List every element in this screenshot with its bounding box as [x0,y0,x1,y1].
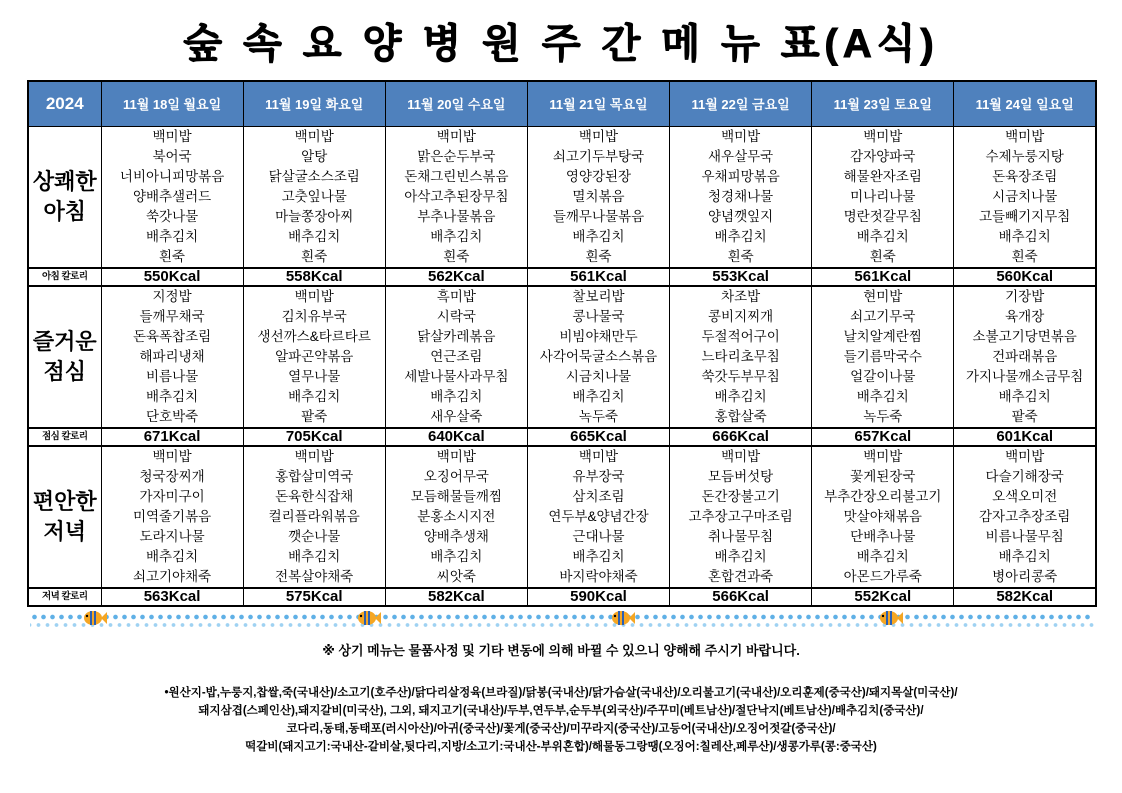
menu-item: 생선까스&타르타르 [257,328,371,344]
menu-item: 단배추나물 [850,528,916,544]
menu-item: 흰죽 [585,248,612,264]
menu-item: 찰보리밥 [572,288,625,304]
menu-item: 돈간장불고기 [701,488,780,504]
breakfast-cell-sun [954,126,1096,268]
calorie-value: 582Kcal [954,588,1096,606]
menu-item: 얼갈이나물 [850,368,916,384]
calorie-value: 665Kcal [527,428,669,446]
calorie-value: 671Kcal [101,428,243,446]
menu-item: 배추김치 [145,228,199,244]
day-header-sun: 11월 24일 일요일 [954,81,1096,126]
calorie-value: 640Kcal [385,428,527,446]
menu-item: 돈육폭찹조림 [132,328,212,344]
breakfast-label [28,126,101,268]
menu-item: 도라지나물 [139,528,205,544]
menu-item: 바지락야채죽 [559,568,638,584]
menu-item: 배추김치 [430,548,483,564]
menu-item: 백미밥 [436,448,476,464]
calorie-value: 552Kcal [812,588,954,606]
menu-item: 컬리플라워볶음 [268,508,360,524]
menu-item: 백미밥 [1005,128,1045,144]
menu-item: 수제누룽지탕 [985,148,1064,164]
menu-item: 깻순나물 [288,528,341,544]
menu-item: 홍합살미역국 [275,468,354,484]
calorie-value: 560Kcal [954,268,1096,286]
menu-item: 배추김치 [572,388,625,404]
menu-item: 느타리초무침 [701,348,780,364]
menu-item: 배추김치 [288,228,341,244]
menu-item: 흰죽 [301,248,328,264]
calorie-value: 575Kcal [243,588,385,606]
menu-item: 씨앗죽 [436,568,476,584]
menu-item: 들깨무나물볶음 [552,208,645,224]
menu-item: 모듬버섯탕 [708,468,774,484]
menu-item: 아몬드가루죽 [843,568,922,584]
dinner-cell-fri [670,446,812,588]
calorie-value: 553Kcal [670,268,812,286]
menu-item: 녹두죽 [863,408,903,424]
lunch-cell-fri [670,286,812,428]
menu-item: 백미밥 [152,448,192,464]
menu-item: 돈육한식잡채 [275,488,354,504]
menu-item: 감자양파국 [850,148,916,164]
menu-item: 들기름막국수 [843,348,922,364]
breakfast-cell-mon [101,126,243,268]
menu-item: 백미밥 [721,128,761,144]
year-cell: 2024 [28,81,101,126]
calorie-label: 점심 칼로리 [28,428,101,446]
menu-item: 고들빼기지무침 [979,208,1071,224]
menu-item: 비름나물무침 [985,528,1064,544]
fish-icon [82,608,108,628]
menu-item: 삼치조림 [572,488,625,504]
menu-item: 흰죽 [159,248,186,264]
menu-item: 배추김치 [288,548,341,564]
day-header-wed: 11월 20일 수요일 [385,81,527,126]
menu-item: 백미밥 [863,448,903,464]
menu-item: 배추김치 [998,548,1051,564]
breakfast-cell-wed [385,126,527,268]
menu-item: 콩나물국 [572,308,625,324]
menu-item: 배추김치 [998,228,1051,244]
lunch-cell-sun [954,286,1096,428]
origin-line: 코다리,동태,동태포(러시아산)/아귀(중국산)/꽃게(중국산)/미꾸라지(중국산)/고등어(국내산)/오징어젓갈(중국산)/ [286,723,836,735]
menu-item: 영양강된장 [565,168,632,184]
calorie-value: 562Kcal [385,268,527,286]
menu-item: 백미밥 [578,128,619,144]
menu-item: 쑥갓나물 [145,208,199,224]
menu-item: 들깨무채국 [139,308,205,324]
menu-item: 미역줄기볶음 [132,508,212,524]
menu-item: 배추김치 [856,388,909,404]
calorie-value: 566Kcal [670,588,812,606]
menu-item: 돈육장조림 [992,168,1058,184]
menu-item: 흰죽 [727,248,754,264]
lunch-label [28,286,101,428]
menu-item: 육개장 [1005,308,1045,324]
menu-item: 시락국 [436,308,476,324]
menu-item: 가지나물깨소금무침 [965,368,1084,384]
menu-item: 알파곤약볶음 [275,348,354,364]
calorie-label: 저녁 칼로리 [28,588,101,606]
menu-item: 백미밥 [294,448,334,464]
menu-item: 비름나물 [145,368,199,384]
breakfast-cell-sat [812,126,954,268]
meal-label-line: 아침 [43,198,86,224]
menu-item: 백미밥 [578,448,619,464]
notice-text: ※ 상기 메뉴는 물품사정 및 기타 변동에 의해 바뀔 수 있으니 양해해 주시기 바랍니다. [322,643,800,658]
day-header-sat: 11월 23일 토요일 [812,81,954,126]
menu-item: 부추나물볶음 [417,208,496,224]
menu-item: 배추김치 [998,388,1051,404]
fish-icon [610,608,636,628]
menu-item: 맛살야채볶음 [843,508,922,524]
menu-item: 차조밥 [721,288,761,304]
menu-item: 새우살죽 [430,408,483,424]
menu-item: 배추김치 [145,548,199,564]
menu-item: 취나물무침 [708,528,774,544]
menu-item: 쇠고기두부탕국 [552,148,645,164]
header-row [28,81,1096,126]
menu-item: 맑은순두부국 [417,148,496,164]
menu-item: 멸치볶음 [572,188,625,204]
weekly-menu-table [27,80,1097,607]
menu-item: 김치유부국 [281,308,347,324]
menu-item: 비빔야채만두 [559,328,638,344]
menu-item: 배추김치 [572,228,625,244]
calorie-value: 558Kcal [243,268,385,286]
menu-item: 배추김치 [288,388,341,404]
menu-item: 세발나물사과무침 [404,368,509,384]
menu-item: 양배추샐러드 [132,188,212,204]
day-header-tue: 11월 19일 화요일 [243,81,385,126]
menu-item: 청국장찌개 [139,468,205,484]
menu-item: 배추김치 [572,548,625,564]
dinner-cell-sat [812,446,954,588]
origin-info [0,684,1122,756]
menu-item: 백미밥 [294,128,334,144]
menu-item: 시금치나물 [565,368,632,384]
menu-item: 건파래볶음 [992,348,1058,364]
menu-item: 아삭고추된장무침 [404,188,509,204]
menu-item: 우채피망볶음 [701,168,780,184]
calorie-value: 563Kcal [101,588,243,606]
menu-item: 백미밥 [1005,448,1045,464]
menu-item: 기장밥 [1005,288,1045,304]
calorie-value: 601Kcal [954,428,1096,446]
meal-label-line: 즐거운 [32,328,97,354]
day-header-mon: 11월 18일 월요일 [101,81,243,126]
menu-item: 근대나물 [572,528,625,544]
menu-item: 꽃게된장국 [850,468,916,484]
menu-item: 고추장고구마조림 [688,508,793,524]
menu-item: 단호박죽 [145,408,199,424]
lunch-cell-sat [812,286,954,428]
menu-item: 다슬기해장국 [985,468,1064,484]
menu-item: 가자미구이 [139,488,205,504]
menu-item: 시금치나물 [992,188,1058,204]
menu-item: 돈채그린빈스볶음 [404,168,509,184]
menu-item: 유부장국 [572,468,625,484]
menu-item: 알탕 [301,148,328,164]
calorie-label: 아침 칼로리 [28,268,101,286]
page-title: 숲 속 요 양 병 원 주 간 메 뉴 표(A식) [183,22,939,66]
menu-item: 두절적어구이 [701,328,780,344]
menu-item: 소불고기당면볶음 [972,328,1077,344]
calorie-value: 666Kcal [670,428,812,446]
calorie-value: 705Kcal [243,428,385,446]
lunch-cell-tue [243,286,385,428]
menu-item: 백미밥 [721,448,761,464]
menu-item: 고춧잎나물 [281,188,347,204]
day-header-fri: 11월 22일 금요일 [670,81,812,126]
dinner-cell-mon [101,446,243,588]
menu-item: 홍합살죽 [714,408,767,424]
menu-item: 오색오미전 [992,488,1058,504]
menu-item: 해파리냉채 [139,348,205,364]
menu-item: 열무나물 [288,368,341,384]
menu-item: 지정밥 [152,288,192,304]
menu-item: 흰죽 [443,248,470,264]
menu-item: 배추김치 [856,228,909,244]
meal-label-line: 점심 [43,358,86,384]
breakfast-calorie-row [28,268,1096,286]
menu-item: 콩비지찌개 [708,308,774,324]
lunch-cell-thu [527,286,669,428]
menu-item: 녹두죽 [578,408,619,424]
menu-item: 마늘쫑장아찌 [275,208,354,224]
menu-item: 배추김치 [856,548,909,564]
menu-item: 쇠고기야채죽 [132,568,212,584]
dinner-calorie-row [28,588,1096,606]
menu-item: 배추김치 [430,228,483,244]
menu-item: 백미밥 [863,128,903,144]
menu-item: 흰죽 [869,248,896,264]
lunch-cell-mon [101,286,243,428]
lunch-cell-wed [385,286,527,428]
menu-item: 북어국 [152,148,192,164]
menu-item: 연근조림 [430,348,483,364]
lunch-calorie-row [28,428,1096,446]
menu-item: 팥죽 [301,408,328,424]
menu-item: 팥죽 [1011,408,1038,424]
origin-line: 떡갈비(돼지고기:국내산-갈비살,뒷다리,지방/소고기:국내산-부위혼합)/해물동그랑땡(오징어:칠레산,페루산)/생콩가루(콩:중국산) [245,741,877,753]
menu-item: 전복살야채죽 [275,568,354,584]
dinner-cell-tue [243,446,385,588]
menu-item: 사각어묵굴소스볶음 [539,348,658,364]
menu-item: 쇠고기무국 [850,308,916,324]
menu-item: 분홍소시지전 [417,508,496,524]
menu-item: 명란젓갈무침 [843,208,922,224]
calorie-value: 590Kcal [527,588,669,606]
menu-item: 배추김치 [714,548,767,564]
dinner-cell-thu [527,446,669,588]
day-header-thu: 11월 21일 목요일 [527,81,669,126]
menu-item: 백미밥 [152,128,192,144]
menu-item: 오징어무국 [423,468,489,484]
menu-item: 배추김치 [430,388,483,404]
bubble-border [30,613,1094,629]
fish-icon [356,608,382,628]
calorie-value: 582Kcal [385,588,527,606]
menu-item: 배추김치 [714,228,767,244]
menu-item: 백미밥 [294,288,334,304]
dinner-cell-wed [385,446,527,588]
menu-item: 흰죽 [1011,248,1038,264]
menu-item: 너비아니피망볶음 [119,168,225,184]
menu-item: 해물완자조림 [843,168,922,184]
menu-item: 배추김치 [714,388,767,404]
meal-label-line: 편안한 [32,488,97,514]
calorie-value: 550Kcal [101,268,243,286]
menu-item: 배추김치 [145,388,199,404]
menu-item: 혼합견과죽 [708,568,774,584]
menu-item: 흑미밥 [436,288,476,304]
menu-item: 부추간장오리불고기 [824,488,942,504]
dinner-cell-sun [954,446,1096,588]
calorie-value: 561Kcal [812,268,954,286]
menu-item: 백미밥 [436,128,476,144]
menu-item: 새우살무국 [708,148,774,164]
menu-item: 모듬해물들깨찜 [410,488,502,504]
menu-item: 병아리콩죽 [992,568,1058,584]
origin-line: •원산지-밥,누룽지,찹쌀,죽(국내산)/소고기(호주산)/닭다리살정육(브라질)/닭봉(국내산)/닭가슴살(국내산)/오리불고기(국내산)/오리훈제(중국산)/돼지목살(미국산)/ [164,687,958,699]
menu-item: 쑥갓두부무침 [701,368,780,384]
menu-item: 감자고추장조림 [979,508,1071,524]
breakfast-cell-tue [243,126,385,268]
menu-item: 닭살카레볶음 [417,328,496,344]
calorie-value: 657Kcal [812,428,954,446]
breakfast-row [28,126,1096,268]
origin-line: 돼지삼겹(스페인산),돼지갈비(미국산), 그외, 돼지고기(국내산)/두부,연두부,순두부(외국산)/주꾸미(베트남산)/절단낙지(베트남산)/배추김치(중국산)/ [198,705,924,717]
calorie-value: 561Kcal [527,268,669,286]
menu-item: 현미밥 [863,288,903,304]
menu-item: 미나리나물 [850,188,916,204]
lunch-row [28,286,1096,428]
menu-item: 청경채나물 [708,188,774,204]
dinner-label [28,446,101,588]
meal-label-line: 저녁 [43,518,86,544]
menu-item: 양배추생채 [423,528,489,544]
fish-icon [878,608,904,628]
menu-item: 날치알계란찜 [843,328,922,344]
breakfast-cell-fri [670,126,812,268]
dinner-row [28,446,1096,588]
meal-label-line: 상쾌한 [32,168,97,194]
menu-item: 닭살굴소스조림 [268,168,360,184]
menu-item: 양념깻잎지 [708,208,774,224]
breakfast-cell-thu [527,126,669,268]
menu-item: 연두부&양념간장 [548,508,649,524]
